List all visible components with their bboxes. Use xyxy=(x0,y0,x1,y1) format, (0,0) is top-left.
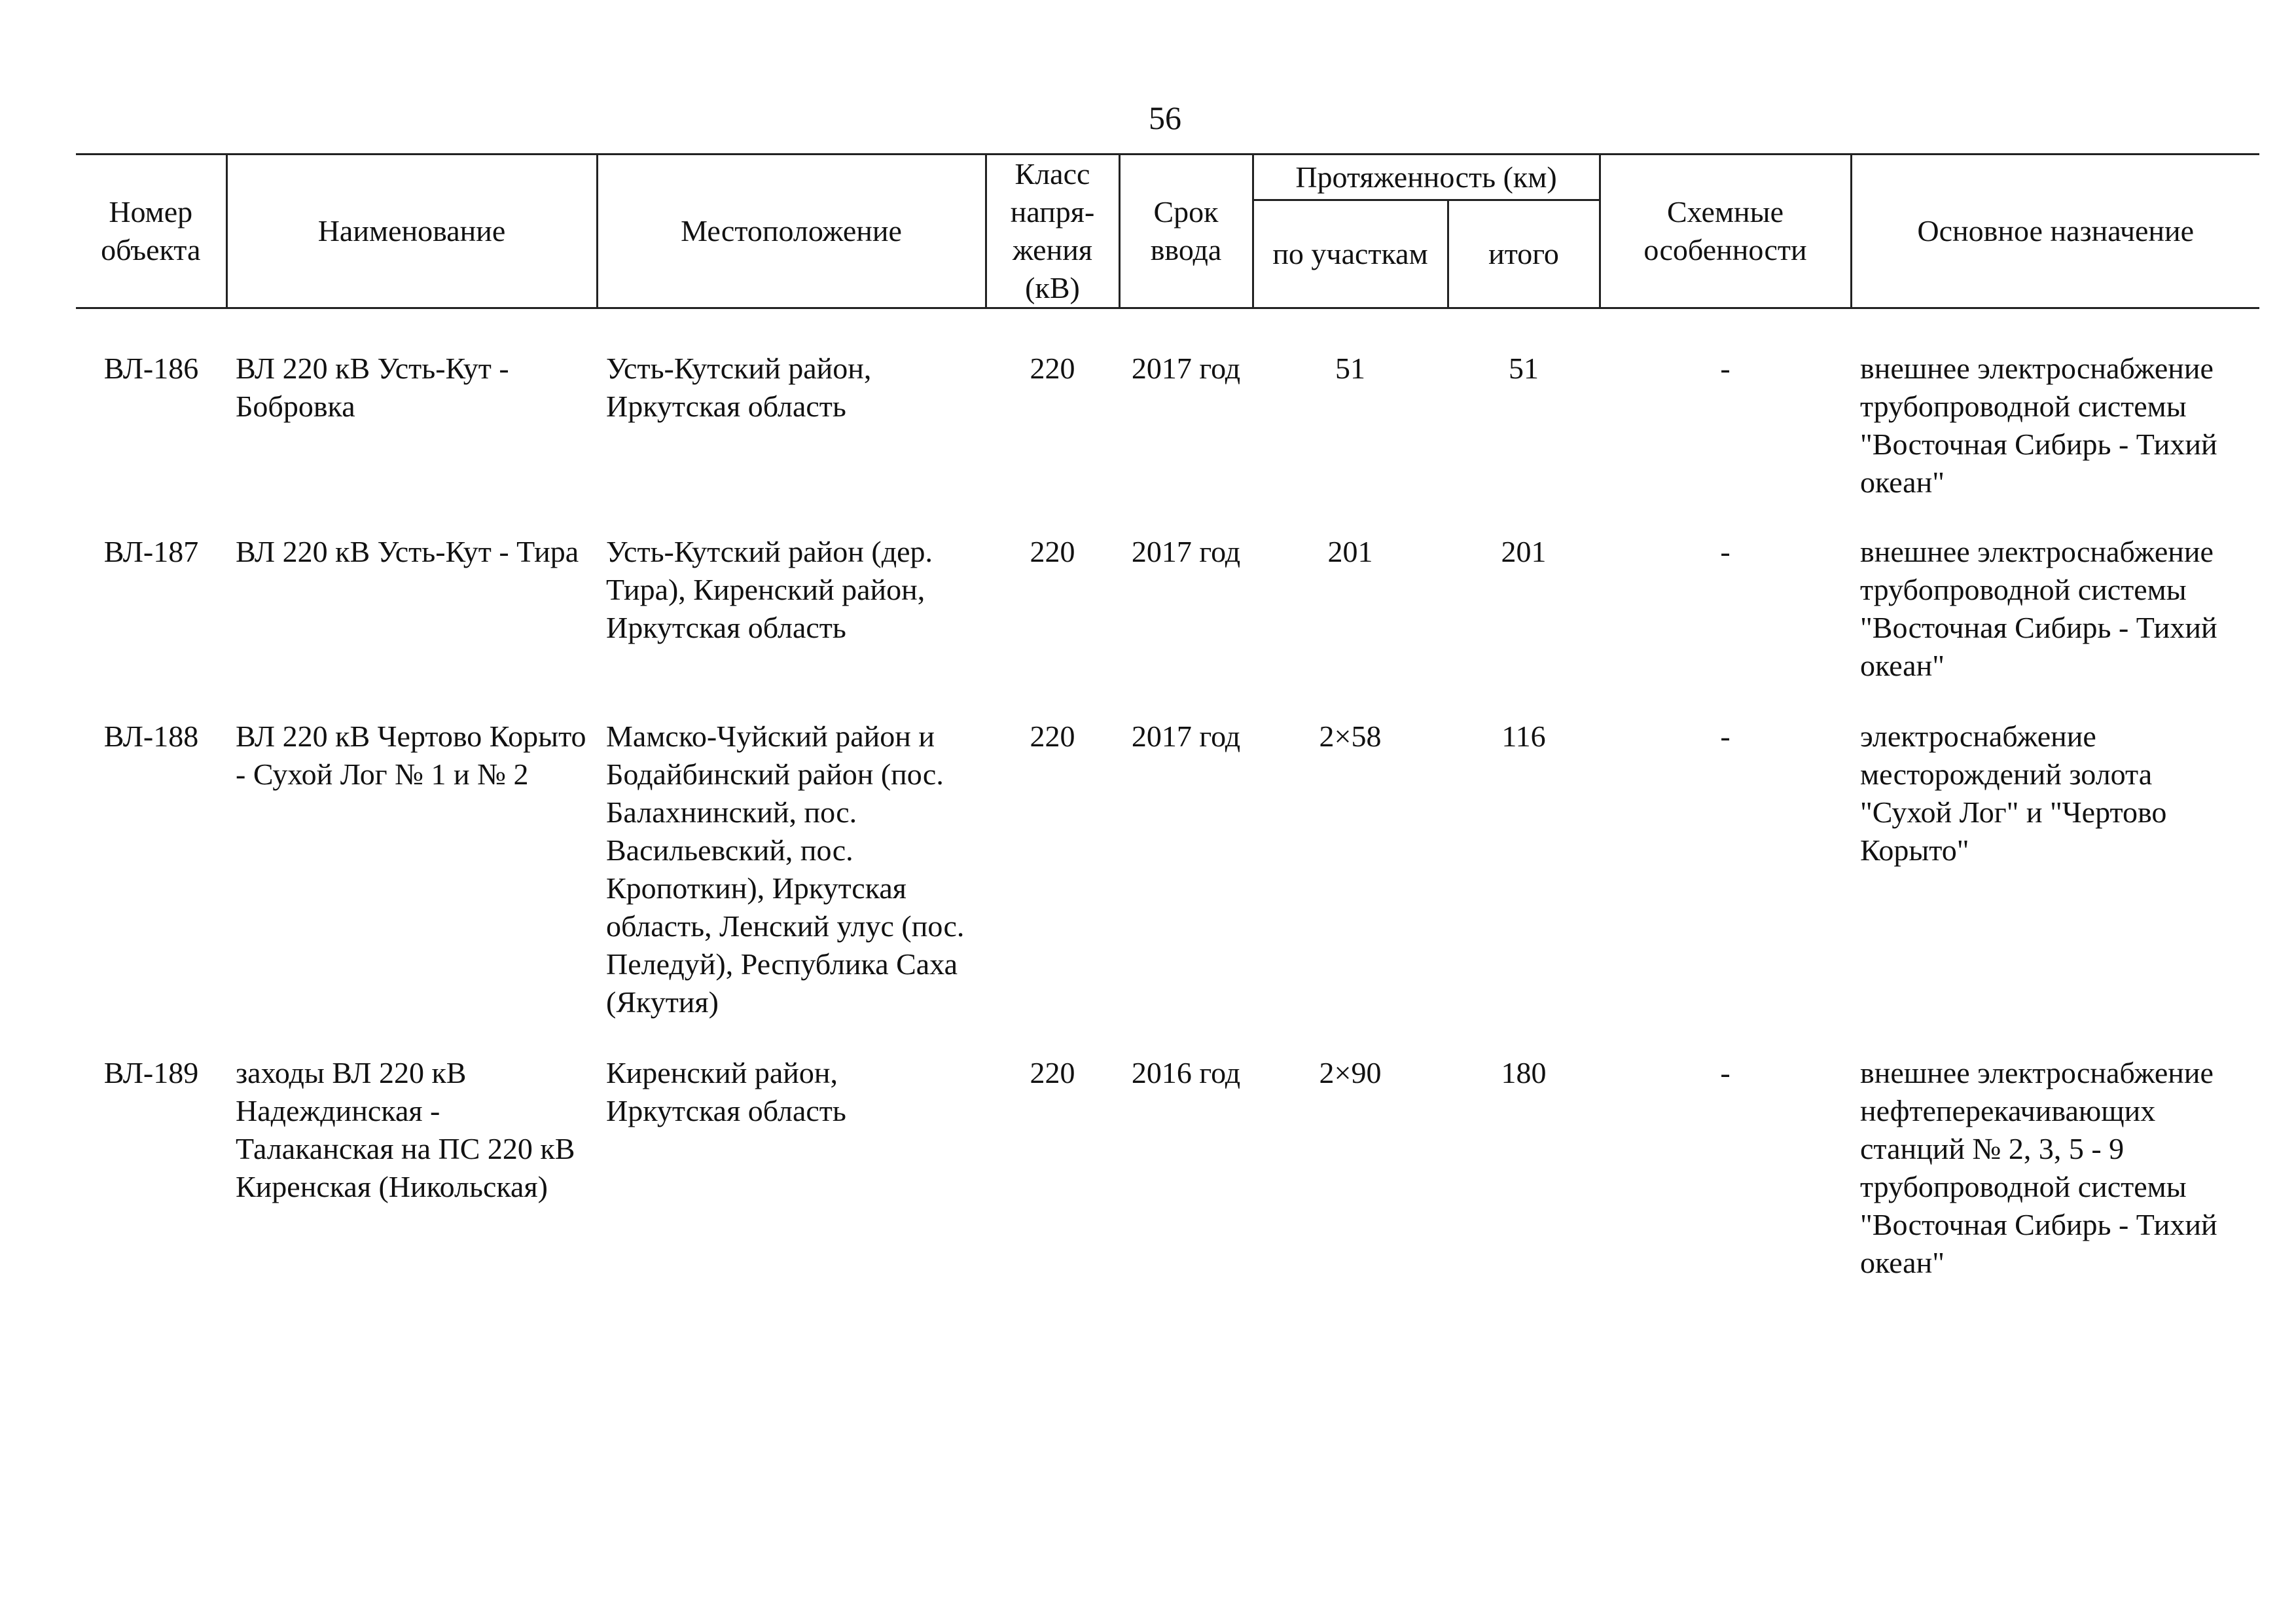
cell-voltage: 220 xyxy=(1030,535,1075,568)
cell-number: ВЛ-189 xyxy=(103,1056,199,1089)
header-purpose: Основное назначение xyxy=(1851,155,2259,308)
cell-purpose: внешнее электроснабжение нефтеперекачивающих станций № 2, 3, 5 - 9 трубопроводной системы "Восточная Сибирь - Тихий океан" xyxy=(1860,1056,2217,1279)
table-header xyxy=(76,155,2259,308)
header-length-sections: по участкам xyxy=(1253,200,1448,308)
cell-commission: 2017 год xyxy=(1131,352,1241,385)
cell-length-total: 201 xyxy=(1501,535,1547,568)
header-name: Наименование xyxy=(226,155,597,308)
cell-length-sections: 51 xyxy=(1335,352,1365,385)
cell-number: ВЛ-188 xyxy=(103,720,199,753)
cell-name: заходы ВЛ 220 кВ Надеждинская - Талаканская на ПС 220 кВ Киренская (Никольская) xyxy=(236,1056,575,1203)
cell-number: ВЛ-186 xyxy=(103,352,199,385)
cell-length-total: 116 xyxy=(1501,720,1546,753)
cell-length-sections: 2×90 xyxy=(1319,1056,1382,1089)
table-row xyxy=(76,1054,2259,1315)
cell-scheme: - xyxy=(1720,535,1731,568)
header-number: Номер объекта xyxy=(76,155,226,308)
header-length-group: Протяженность (км) xyxy=(1253,155,1600,200)
page-number: 56 xyxy=(1149,100,1181,136)
power-lines-table xyxy=(76,153,2259,1315)
cell-commission: 2017 год xyxy=(1131,535,1241,568)
cell-name: ВЛ 220 кВ Чертово Корыто - Сухой Лог № 1 и № 2 xyxy=(236,720,586,791)
cell-location: Усть-Кутский район (дер. Тира), Киренский район, Иркутская область xyxy=(606,535,933,644)
cell-length-total: 51 xyxy=(1509,352,1539,385)
cell-location: Киренский район, Иркутская область xyxy=(606,1056,846,1127)
header-length-total: итого xyxy=(1448,200,1600,308)
header-commission: Срок ввода xyxy=(1119,155,1253,308)
cell-purpose: внешнее электроснабжение трубопроводной системы "Восточная Сибирь - Тихий океан" xyxy=(1860,535,2217,682)
cell-purpose: внешнее электроснабжение трубопроводной системы "Восточная Сибирь - Тихий океан" xyxy=(1860,352,2217,499)
header-voltage: Класс напря-жения (кВ) xyxy=(986,155,1119,308)
header-location: Местоположение xyxy=(597,155,986,308)
cell-location: Мамско-Чуйский район и Бодайбинский район (пос. Балахнинский, пос. Васильевский, пос. Кропоткин), Иркутская область, Ленский улус (пос. Пеледуй), Республика Саха (Якутия) xyxy=(606,720,965,1019)
cell-length-sections: 2×58 xyxy=(1319,720,1382,753)
table-body xyxy=(76,308,2259,1315)
cell-voltage: 220 xyxy=(1030,1056,1075,1089)
cell-location: Усть-Кутский район, Иркутская область xyxy=(606,352,872,423)
header-scheme: Схемные особенности xyxy=(1600,155,1851,308)
cell-name: ВЛ 220 кВ Усть-Кут - Тира xyxy=(236,535,579,568)
cell-commission: 2017 год xyxy=(1131,720,1241,753)
table-row xyxy=(76,718,2259,1054)
cell-length-sections: 201 xyxy=(1327,535,1373,568)
cell-number: ВЛ-187 xyxy=(103,535,199,568)
cell-purpose: электроснабжение месторождений золота "Сухой Лог" и "Чертово Корыто" xyxy=(1860,720,2167,867)
cell-voltage: 220 xyxy=(1030,352,1075,385)
table-row xyxy=(76,533,2259,718)
cell-scheme: - xyxy=(1720,1056,1731,1089)
table-row xyxy=(76,308,2259,534)
cell-scheme: - xyxy=(1720,720,1731,753)
cell-name: ВЛ 220 кВ Усть-Кут - Бобровка xyxy=(236,352,509,423)
cell-commission: 2016 год xyxy=(1131,1056,1241,1089)
cell-length-total: 180 xyxy=(1501,1056,1547,1089)
cell-scheme: - xyxy=(1720,352,1731,385)
cell-voltage: 220 xyxy=(1030,720,1075,753)
